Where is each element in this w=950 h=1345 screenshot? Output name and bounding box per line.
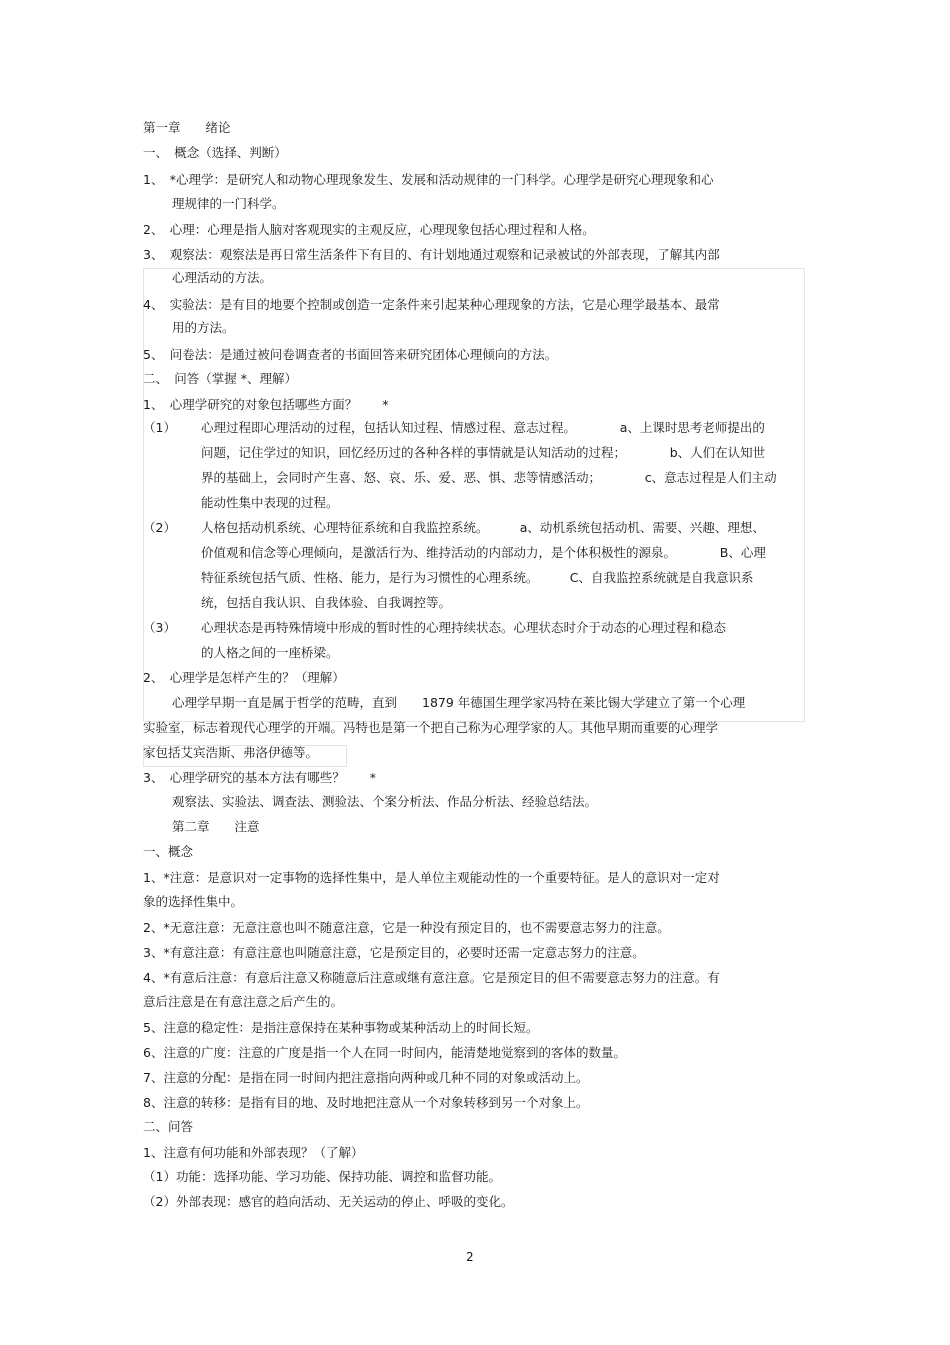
ch2-concept-3: 3、*有意注意：有意注意也叫随意注意，它是预定目的，必要时还需一定意志努力的注意。 [143, 945, 645, 960]
chapter1-section2-heading: 二、 问答（掌握 *、理解） [143, 371, 297, 386]
concept-4-line1: 4、 实验法：是有目的地要个控制或创造一定条件来引起某种心理现象的方法，它是心理学最基本、最常 [143, 297, 720, 312]
concept-4-line2: 用的方法。 [172, 320, 235, 335]
chapter1-title: 第一章 绪论 [143, 120, 231, 135]
ch2-q1-answer-1: （1）功能：选择功能、学习功能、保持功能、调控和监督功能。 [143, 1169, 501, 1184]
ch2-concept-7: 7、注意的分配：是指在同一时间内把注意指向两种或几种不同的对象或活动上。 [143, 1070, 589, 1085]
concept-2: 2、 心理：心理是指人脑对客观现实的主观反应，心理现象包括心理过程和人格。 [143, 222, 595, 237]
ch2-concept-4-line1: 4、*有意后注意：有意后注意又称随意后注意或继有意注意。它是预定目的但不需要意志努力的注意。有 [143, 970, 720, 985]
ch2-question-1: 1、注意有何功能和外部表现？（了解） [143, 1145, 364, 1160]
q1-item-3-num: （3） [143, 620, 176, 635]
q1-item-1-line4: 能动性集中表现的过程。 [201, 495, 339, 510]
ch2-concept-1-line1: 1、*注意：是意识对一定事物的选择性集中，是人单位主观能动性的一个重要特征。是人的意识对一定对 [143, 870, 720, 885]
page-number: 2 [466, 1250, 474, 1264]
q1-item-3-line2: 的人格之间的一座桥梁。 [201, 645, 339, 660]
concept-5: 5、 问卷法：是通过被问卷调查者的书面回答来研究团体心理倾向的方法。 [143, 347, 558, 362]
concept-1-line2: 理规律的一门科学。 [172, 196, 285, 211]
q1-item-2-line4: 统，包括自我认识、自我体验、自我调控等。 [201, 595, 452, 610]
q1-item-2-num: （2） [143, 520, 176, 535]
question-2: 2、 心理学是怎样产生的？（理解） [143, 670, 345, 685]
q1-item-1-line1: 心理过程即心理活动的过程，包括认知过程、情感过程、意志过程。 a、上课时思考老师提出的 [201, 420, 765, 435]
q1-item-3-line1: 心理状态是再特殊情境中形成的暂时性的心理持续状态。心理状态时介于动态的心理过程和稳态 [201, 620, 727, 635]
ch2-concept-6: 6、注意的广度：注意的广度是指一个人在同一时间内，能清楚地觉察到的客体的数量。 [143, 1045, 626, 1060]
question-1: 1、 心理学研究的对象包括哪些方面？ * [143, 397, 389, 412]
chapter2-title: 第二章 注意 [172, 819, 260, 834]
ch2-concept-2: 2、*无意注意：无意注意也叫不随意注意，它是一种没有预定目的，也不需要意志努力的注意。 [143, 920, 670, 935]
ch2-concept-1-line2: 象的选择性集中。 [143, 894, 244, 909]
q3-answer: 观察法、实验法、调查法、测验法、个案分析法、作品分析法、经验总结法。 [172, 794, 598, 809]
q1-item-2-line2: 价值观和信念等心理倾向，是激活行为、维持活动的内部动力，是个体积极性的源泉。 B、心理 [201, 545, 766, 560]
q1-item-1-line2: 问题，记住学过的知识，回忆经历过的各种各样的事情就是认知活动的过程； b、人们在认知世 [201, 445, 766, 460]
chapter2-section1-heading: 一、概念 [143, 844, 194, 859]
ch2-concept-8: 8、注意的转移：是指有目的地、及时地把注意从一个对象转移到另一个对象上。 [143, 1095, 589, 1110]
q2-answer-line2: 实验室，标志着现代心理学的开端。冯特也是第一个把自己称为心理学家的人。其他早期而重要的心理学 [143, 720, 719, 735]
q1-item-1-line3: 界的基础上，会同时产生喜、怒、哀、乐、爱、恶、惧、悲等情感活动； c、意志过程是人们主动 [201, 470, 777, 485]
q2-answer-line3: 家包括艾宾浩斯、弗洛伊德等。 [143, 745, 319, 760]
q1-item-1-num: （1） [143, 420, 176, 435]
ch2-concept-4-line2: 意后注意是在有意注意之后产生的。 [143, 994, 344, 1009]
ch2-concept-5: 5、注意的稳定性：是指注意保持在某种事物或某种活动上的时间长短。 [143, 1020, 539, 1035]
question-3: 3、 心理学研究的基本方法有哪些？ * [143, 770, 376, 785]
chapter2-section2-heading: 二、问答 [143, 1119, 194, 1134]
concept-1-line1: 1、 *心理学：是研究人和动物心理现象发生、发展和活动规律的一门科学。心理学是研究心理现象和心 [143, 172, 714, 187]
q1-item-2-line3: 特征系统包括气质、性格、能力，是行为习惯性的心理系统。 C、自我监控系统就是自我意识系 [201, 570, 754, 585]
concept-3-line1: 3、 观察法：观察法是再日常生活条件下有目的、有计划地通过观察和记录被试的外部表现，了解其内部 [143, 247, 720, 262]
q2-answer-line1: 心理学早期一直是属于哲学的范畴，直到 1879 年德国生理学家冯特在莱比锡大学建立了第一个心理 [172, 695, 746, 710]
concept-3-line2: 心理活动的方法。 [172, 270, 273, 285]
chapter1-section1-heading: 一、 概念（选择、判断） [143, 145, 287, 160]
q1-item-2-line1: 人格包括动机系统、心理特征系统和自我监控系统。 a、动机系统包括动机、需要、兴趣、理想、 [201, 520, 765, 535]
ch2-q1-answer-2: （2）外部表现：感官的趋向活动、无关运动的停止、呼吸的变化。 [143, 1194, 514, 1209]
